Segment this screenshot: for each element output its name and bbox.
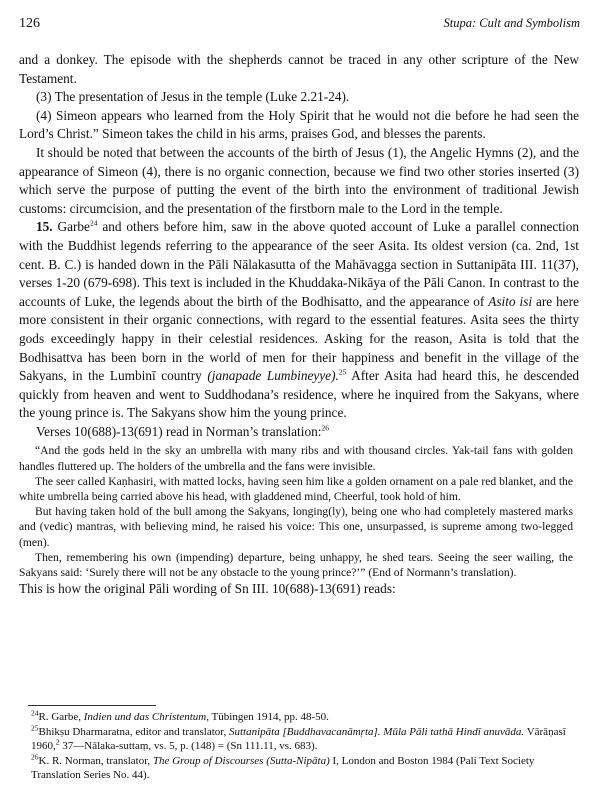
footnotes: [19, 710, 579, 783]
text-run: 37—Nālaka-suttaṃ, vs. 5, p. (148) = (Sn 111.11, vs. 683).: [59, 740, 318, 752]
footnote-number: 25: [31, 722, 39, 732]
text-run: Tübingen 1914, pp. 48-50.: [209, 711, 329, 723]
page-number: 126: [19, 16, 40, 31]
footnote-ref-25: 25: [338, 367, 347, 377]
italic-term: Asito isi: [488, 293, 533, 309]
paragraph-section-15: [19, 218, 579, 423]
footnote-24: [19, 710, 579, 725]
italic-title: Suttanipāta [Buddhavacanāmṛta]. Mūla Pāli tathā Hindī anuvāda.: [228, 725, 525, 738]
paragraph-item-4: (4) Simeon appears who learned from the Holy Spirit that he would not die before he had seen the Lord’s Christ.” Simeon takes the child in his arms, praises God, and blesses the parents.: [19, 107, 579, 142]
quote-paragraph: But having taken hold of the bull among the Sakyans, longing(ly), being one who had completely mastered marks and (vedic) mantras, with believing mind, he raised his voice: This one, unsurpassed, is supreme among two-legged (men).: [19, 505, 573, 549]
text-run: are here more consistent in their organic connections, with regard to the essential features. Asita sees the thirty gods exceedingly happy in their celestial residences. Asking for the reason, Asita is told that the Bodhisattva has been born in the world of men for their happiness and benefit in the village of the Sakyans, in the Lumbinī country: [19, 293, 579, 384]
section-number: 15.: [36, 219, 53, 235]
paragraph-verses-intro: [19, 423, 579, 442]
edition-superscript: 2: [55, 737, 60, 747]
text-run: Vārāṇasī 1960,: [31, 725, 566, 752]
footnote-26: [19, 751, 579, 783]
text-run: and others before him, saw in the above quoted account of Luke a parallel connection with the Buddhist legends referring to the appearance of the seer Asita. Its oldest version (ca. 2nd, 1st cent. B. C.) is handed down in the Pāli Nālakasutta of the Mahāvagga section in Suttanipāta III. 11(37), verses 1-20 (679-698). This text is included in the Khuddaka-Nikāya of the Pāli Canon. In contrast to the accounts of Luke, the legends about the birth of the Bodhisatto, and the appearance of: [19, 219, 579, 309]
quote-paragraph: The seer called Kaṇhasiri, with matted locks, having seen him like a golden ornament on a pale red blanket, and the white umbrella being carried above his head, with gladdened mind, Cheerful, took hold of him.: [19, 474, 573, 504]
paragraph-note: It should be noted that between the accounts of the birth of Jesus (1), the Angelic Hymns (2), and the appearance of Simeon (4), there is no organic connection, because we find two other stories inserted (3) which serve the purpose of putting the event of the birth into the environment of traditional Jewish customs: circumcision, and the presentation of the firstborn male to the Lord in the temple.: [19, 144, 579, 216]
text-run: I, London and Boston 1984 (Pali Text Society Translation Series No. 44).: [31, 754, 535, 781]
quote-paragraph: Then, remembering his own (impending) departure, being unhappy, he shed tears. Seeing the seer wailing, the Sakyans said: ‘Surely there will not be any obstacle to the young prince?’” (End of Normann’s translation).: [19, 550, 573, 580]
quote-paragraph: “And the gods held in the sky an umbrella with many ribs and with thousand circles. Yak-tail fans with golden handles fluttered up. The holders of the umbrella and the fans were invisible.: [19, 444, 573, 473]
italic-title: The Group of Discourses (Sutta-Nipāta): [152, 754, 330, 767]
footnote-number: 24: [31, 708, 39, 718]
running-title: Stupa: Cult and Symbolism: [443, 16, 580, 30]
block-quote: [19, 443, 579, 580]
text-run: Verses 10(688)-13(691) read in Norman’s translation:: [36, 423, 322, 439]
italic-title: Indien und das Christentum,: [83, 711, 209, 723]
paragraph-continuation: and a donkey. The episode with the shepherds cannot be traced in any other scripture of the New Testament.: [19, 52, 579, 86]
text-run: R. Garbe,: [38, 711, 84, 723]
text-run: Garbe: [52, 219, 90, 235]
paragraph-item-3: (3) The presentation of Jesus in the temple (Luke 2.21-24).: [36, 89, 350, 105]
footnote-25: [19, 722, 579, 754]
text-run: After Asita had heard this, he descended quickly from heaven and went to Suddhodana’s residence, where he inquired from the Sakyans, where the young prince is. The Sakyans show him the young prince.: [19, 368, 579, 421]
italic-term: (janapade Lumbineyye).: [207, 368, 339, 384]
text-run: Bhikṣu Dharmaratna, editor and translator,: [38, 725, 229, 738]
paragraph-pali-intro: This is how the original Pāli wording of Sn III. 10(688)-13(691) reads:: [19, 581, 396, 597]
text-run: K. R. Norman, translator,: [38, 754, 153, 767]
footnote-number: 26: [31, 751, 39, 761]
page-header: [19, 10, 580, 32]
main-text: [19, 51, 579, 599]
footnote-rule: [28, 705, 156, 706]
footnote-ref-26: 26: [321, 423, 329, 433]
footnote-ref-24: 24: [89, 218, 98, 228]
